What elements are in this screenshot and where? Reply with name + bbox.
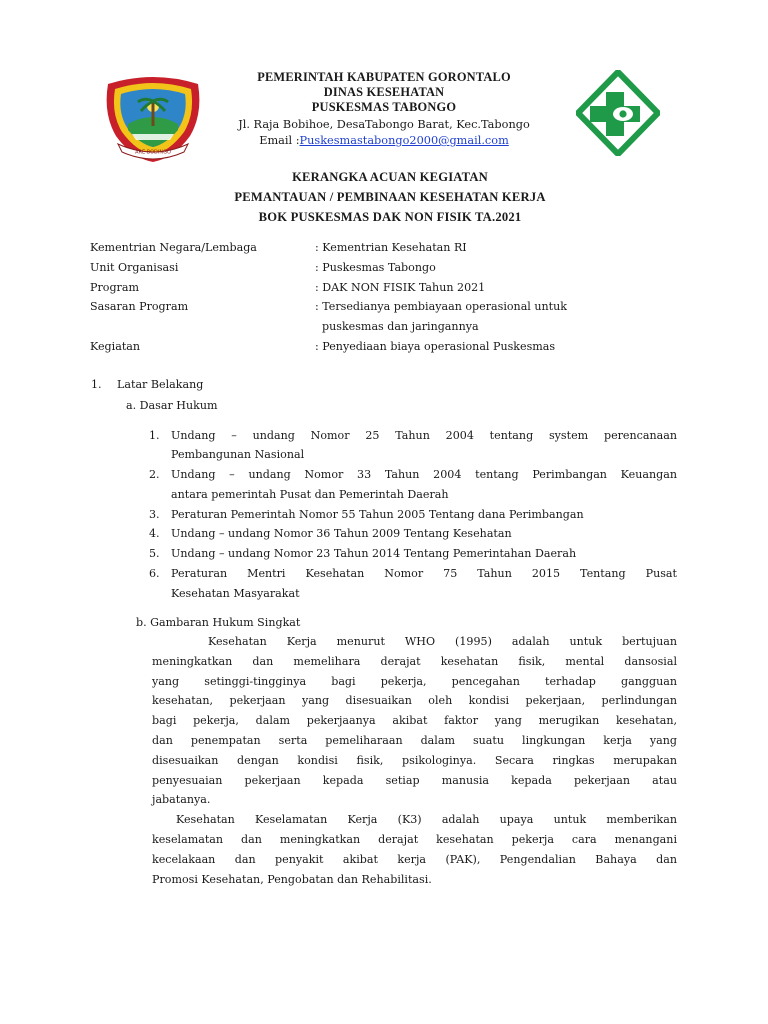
paragraph-line: keselamatan dan meningkatkan derajat kesehatan pekerja cara menangani xyxy=(152,833,677,846)
subsection-a-heading: a. Dasar Hukum xyxy=(126,399,218,412)
info-value: : Puskesmas Tabongo xyxy=(315,261,436,274)
email-link[interactable]: Puskesmastabongo2000@gmail.com xyxy=(299,134,509,147)
paragraph-line: kesehatan, pekerjaan yang disesuaikan oleh kondisi pekerjaan, perlindungan xyxy=(152,694,677,707)
paragraph-line: penyesuaian pekerjaan kepada setiap manusia kepada pekerjaan atau xyxy=(152,774,677,787)
info-row-program xyxy=(90,279,610,297)
info-label: Program xyxy=(90,281,139,294)
title-line-2: PEMANTAUAN / PEMBINAAN KESEHATAN KERJA xyxy=(234,190,546,204)
section-number: 1. xyxy=(91,378,102,391)
info-value: : DAK NON FISIK Tahun 2021 xyxy=(315,281,486,294)
address: Jl. Raja Bobihoe, DesaTabongo Barat, Kec.Tabongo xyxy=(238,118,530,131)
law-number: 2. xyxy=(149,468,160,481)
email-line xyxy=(200,133,568,148)
document-title xyxy=(90,167,690,227)
regency-emblem-logo xyxy=(104,74,202,162)
paragraph-line: Promosi Kesehatan, Pengobatan dan Rehabilitasi. xyxy=(152,873,432,886)
paragraph-line: bagi pekerja, dalam pekerjaanya akibat faktor yang merugikan kesehatan, xyxy=(152,714,677,727)
law-number: 6. xyxy=(149,567,160,580)
agency-name: DINAS KESEHATAN xyxy=(323,85,445,99)
paragraph-line: Kesehatan Keselamatan Kerja (K3) adalah upaya untuk memberikan xyxy=(176,813,677,826)
law-text-continued: Kesehatan Masyarakat xyxy=(171,587,300,600)
paragraph-line: kecelakaan dan penyakit akibat kerja (PAK), Pengendalian Bahaya dan xyxy=(152,853,677,866)
gov-name: PEMERINTAH KABUPATEN GORONTALO xyxy=(257,70,511,84)
law-number: 1. xyxy=(149,429,160,442)
law-number: 5. xyxy=(149,547,160,560)
info-label: Kementrian Negara/Lembaga xyxy=(90,241,257,254)
law-text-continued: Pembangunan Nasional xyxy=(171,448,305,461)
email-label: Email : xyxy=(259,134,300,147)
paragraph-line: disesuaikan dengan kondisi fisik, psikologinya. Secara ringkas merupakan xyxy=(152,754,677,767)
law-text: Peraturan Mentri Kesehatan Nomor 75 Tahun 2015 Tentang Pusat xyxy=(171,567,677,580)
section-heading: Latar Belakang xyxy=(117,378,204,391)
law-number: 3. xyxy=(149,508,160,521)
info-label: Sasaran Program xyxy=(90,300,189,313)
info-value-continued: puskesmas dan jaringannya xyxy=(322,320,479,333)
paragraph-line: yang setinggi-tingginya bagi pekerja, pencegahan terhadap gangguan xyxy=(152,675,677,688)
law-text: Peraturan Pemerintah Nomor 55 Tahun 2005 Tentang dana Perimbangan xyxy=(171,508,584,521)
info-value: : Penyediaan biaya operasional Puskesmas xyxy=(315,340,556,353)
subsection-b-heading: b. Gambaran Hukum Singkat xyxy=(136,616,301,629)
law-number: 4. xyxy=(149,527,160,540)
law-text: Undang – undang Nomor 25 Tahun 2004 tentang system perencanaan xyxy=(171,429,677,442)
info-row-kementrian xyxy=(90,239,610,257)
law-text: Undang – undang Nomor 23 Tahun 2014 Tentang Pemerintahan Daerah xyxy=(171,547,577,560)
info-row-unit xyxy=(90,259,610,277)
paragraph-line: dan penempatan serta pemeliharaan dalam suatu lingkungan kerja yang xyxy=(152,734,677,747)
title-line-3: BOK PUSKESMAS DAK NON FISIK TA.2021 xyxy=(258,210,522,224)
puskesmas-name: PUSKESMAS TABONGO xyxy=(311,100,457,114)
letterhead xyxy=(200,70,568,148)
info-row-sasaran xyxy=(90,298,630,316)
emblem-motto: ARE BODINGO xyxy=(135,149,171,156)
puskesmas-logo xyxy=(576,70,660,156)
title-line-1: KERANGKA ACUAN KEGIATAN xyxy=(292,170,488,184)
law-text-continued: antara pemerintah Pusat dan Pemerintah Daerah xyxy=(171,488,449,501)
info-value: : Kementrian Kesehatan RI xyxy=(315,241,467,254)
paragraph-line: jabatanya. xyxy=(152,793,211,806)
law-text: Undang – undang Nomor 36 Tahun 2009 Tentang Kesehatan xyxy=(171,527,512,540)
info-row-kegiatan xyxy=(90,338,630,356)
paragraph-line: meningkatkan dan memelihara derajat kesehatan fisik, mental dansosial xyxy=(152,655,677,668)
info-label: Unit Organisasi xyxy=(90,261,179,274)
paragraph-line: Kesehatan Kerja menurut WHO (1995) adalah untuk bertujuan xyxy=(208,635,677,648)
info-value: : Tersedianya pembiayaan operasional untuk xyxy=(315,300,567,313)
law-text: Undang – undang Nomor 33 Tahun 2004 tentang Perimbangan Keuangan xyxy=(171,468,677,481)
info-label: Kegiatan xyxy=(90,340,141,353)
